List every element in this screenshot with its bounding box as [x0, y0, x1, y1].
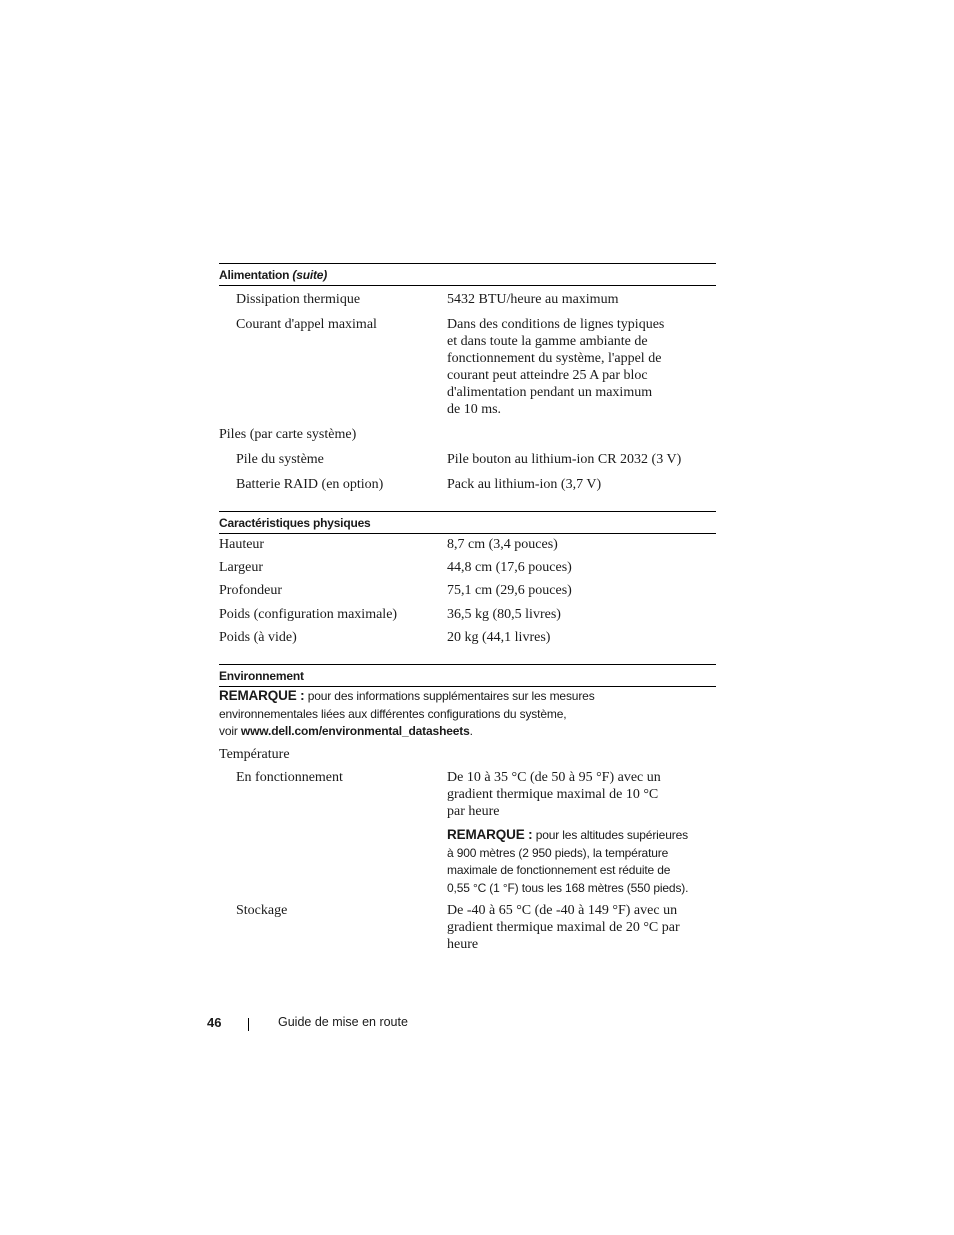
- value-line: de 10 ms.: [447, 402, 502, 417]
- value-line: et dans toute la gamme ambiante de: [447, 334, 648, 349]
- value-line: courant peut atteindre 25 A par bloc: [447, 368, 648, 383]
- note-text: voir: [219, 724, 241, 738]
- note-keyword: REMARQUE :: [219, 688, 305, 703]
- note-block: [219, 687, 709, 741]
- spec-label: Poids (à vide): [219, 630, 297, 645]
- spec-value: 8,7 cm (3,4 pouces): [447, 537, 558, 552]
- note-text: pour des informations supplémentaires sur les mesures: [307, 689, 595, 703]
- note-text: pour les altitudes supérieures: [535, 828, 688, 842]
- note-text: .: [469, 724, 473, 738]
- note-line: [219, 723, 709, 741]
- section-header-physical: [219, 511, 716, 534]
- spec-value: [447, 316, 707, 418]
- note-keyword: REMARQUE :: [447, 827, 533, 842]
- section-header-power: [219, 263, 716, 286]
- note-line: [219, 687, 709, 706]
- spec-group-label: Piles (par carte système): [219, 427, 357, 442]
- spec-value: 20 kg (44,1 livres): [447, 630, 551, 645]
- spec-value: Pile bouton au lithium-ion CR 2032 (3 V): [447, 452, 682, 467]
- value-line: De -40 à 65 °C (de -40 à 149 °F) avec un: [447, 903, 678, 918]
- spec-label: Stockage: [236, 903, 288, 918]
- value-line: gradient thermique maximal de 20 °C par: [447, 920, 680, 935]
- spec-value: 44,8 cm (17,6 pouces): [447, 560, 572, 575]
- spec-label: Pile du système: [236, 452, 324, 467]
- section-title: Alimentation: [219, 268, 290, 282]
- spec-label: Hauteur: [219, 537, 265, 552]
- note-line: [447, 826, 712, 845]
- note-line: 0,55 °C (1 °F) tous les 168 mètres (550 pieds).: [447, 880, 689, 895]
- note-line: environnementales liées aux différentes configurations du système,: [219, 706, 567, 721]
- spec-value: 36,5 kg (80,5 livres): [447, 607, 561, 622]
- footer-title: Guide de mise en route: [278, 1015, 408, 1029]
- spec-value: Pack au lithium-ion (3,7 V): [447, 477, 602, 492]
- section-title: Environnement: [219, 669, 304, 683]
- section-header-environment: [219, 664, 716, 687]
- spec-label: Poids (configuration maximale): [219, 607, 398, 622]
- spec-group-label: Température: [219, 747, 290, 762]
- note-line: à 900 mètres (2 950 pieds), la température: [447, 845, 669, 860]
- value-line: par heure: [447, 804, 500, 819]
- section-title-suffix: (suite): [292, 268, 328, 282]
- spec-value: 5432 BTU/heure au maximum: [447, 292, 619, 307]
- note-block: [447, 826, 712, 897]
- note-line: maximale de fonctionnement est réduite de: [447, 863, 671, 877]
- page-number: 46: [207, 1015, 222, 1030]
- spec-label: Batterie RAID (en option): [236, 477, 384, 492]
- spec-value: [447, 769, 707, 820]
- value-line: d'alimentation pendant un maximum: [447, 385, 653, 400]
- value-line: gradient thermique maximal de 10 °C: [447, 787, 659, 802]
- footer-separator: [248, 1018, 249, 1031]
- spec-label: En fonctionnement: [236, 770, 343, 785]
- spec-label: Profondeur: [219, 583, 282, 598]
- page-footer: [0, 1015, 954, 1035]
- value-line: Dans des conditions de lignes typiques: [447, 317, 665, 332]
- spec-value: [447, 902, 707, 953]
- spec-label: Dissipation thermique: [236, 292, 361, 307]
- spec-label: Largeur: [219, 560, 264, 575]
- value-line: De 10 à 35 °C (de 50 à 95 °F) avec un: [447, 770, 661, 785]
- value-line: heure: [447, 937, 479, 952]
- datasheet-link[interactable]: www.dell.com/environmental_datasheets: [240, 724, 470, 738]
- value-line: fonctionnement du système, l'appel de: [447, 351, 662, 366]
- section-title: Caractéristiques physiques: [219, 516, 371, 530]
- spec-label: Courant d'appel maximal: [236, 317, 377, 332]
- spec-value: 75,1 cm (29,6 pouces): [447, 583, 572, 598]
